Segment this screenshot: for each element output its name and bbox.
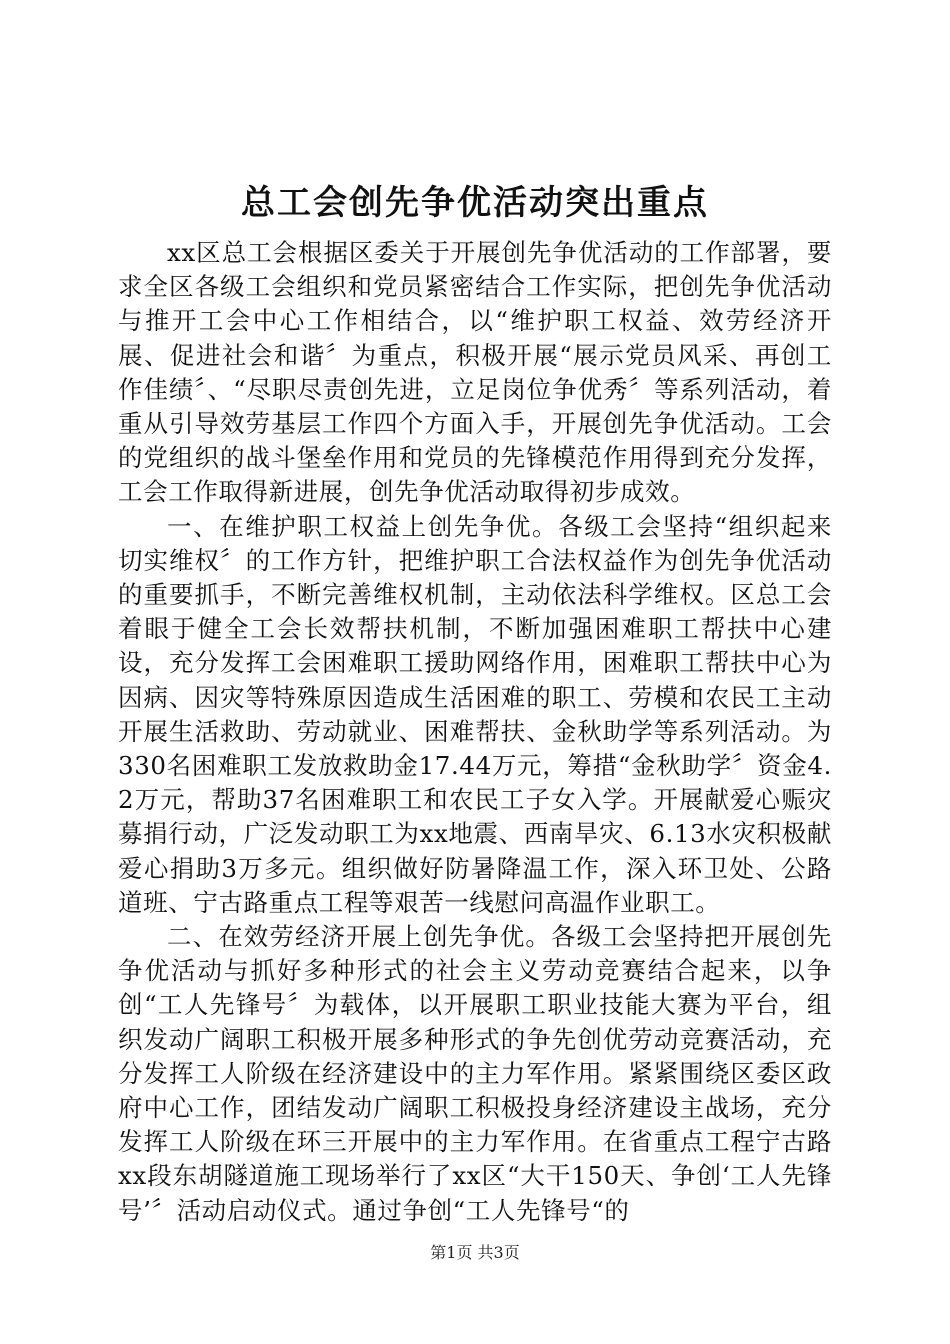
paragraph-section-two: 二、在效劳经济开展上创先争优。各级工会坚持把开展创先争优活动与抓好多种形式的社会主义劳动竞赛结合起来，以争创“工人先锋号〞为载体，以开展职工职业技能大赛为平台，组织发动广阔职工积极开展多种形式的争先创优劳动竞赛活动，充分发挥工人阶级在经济建设中的主力军作用。紧紧围绕区委区政府中心工作，团结发动广阔职工积极投身经济建设主战场，充分发挥工人阶级在环三开展中的主力军作用。在省重点工程宁古路xx段东胡隧道施工现场举行了xx区“大干150天、争创‘工人先锋号’〞活动启动仪式。通过争创“工人先锋号“的 (118, 922, 832, 1225)
paragraph-intro: xx区总工会根据区委关于开展创先争优活动的工作部署，要求全区各级工会组织和党员紧密结合工作实际，把创先争优活动与推开工会中心工作相结合，以“维护职工权益、效劳经济开展、促进社会和谐〞为重点，积极开展“展示党员风采、再创工作佳绩〞、“尽职尽责创先进，立足岗位争优秀〞等系列活动，着重从引导效劳基层工作四个方面入手，开展创先争优活动。工会的党组织的战斗堡垒作用和党员的先锋模范作用得到充分发挥，工会工作取得新进展，创先争优活动取得初步成效。 (118, 238, 832, 507)
document-body (118, 236, 832, 1228)
page-number-footer: 第1页 共3页 (430, 1243, 520, 1262)
paragraph-section-one: 一、在维护职工权益上创先争优。各级工会坚持“组织起来切实维权〞的工作方针，把维护职工合法权益作为创先争优活动的重要抓手，不断完善维权机制，主动依法科学维权。区总工会着眼于健全工会长效帮扶机制，不断加强困难职工帮扶中心建设，充分发挥工会困难职工援助网络作用，困难职工帮扶中心为因病、因灾等特殊原因造成生活困难的职工、劳模和农民工主动开展生活救助、劳动就业、困难帮扶、金秋助学等系列活动。为330名困难职工发放救助金17.44万元，筹措“金秋助学〞资金4.2万元，帮助37名困难职工和农民工子女入学。开展献爱心赈灾募捐行动，广泛发动职工为xx地震、西南旱灾、6.13水灾积极献爱心捐助3万多元。组织做好防暑降温工作，深入环卫处、公路道班、宁古路重点工程等艰苦一线慰问高温作业职工。 (118, 511, 832, 917)
document-title: 总工会创先争优活动突出重点 (241, 183, 709, 223)
